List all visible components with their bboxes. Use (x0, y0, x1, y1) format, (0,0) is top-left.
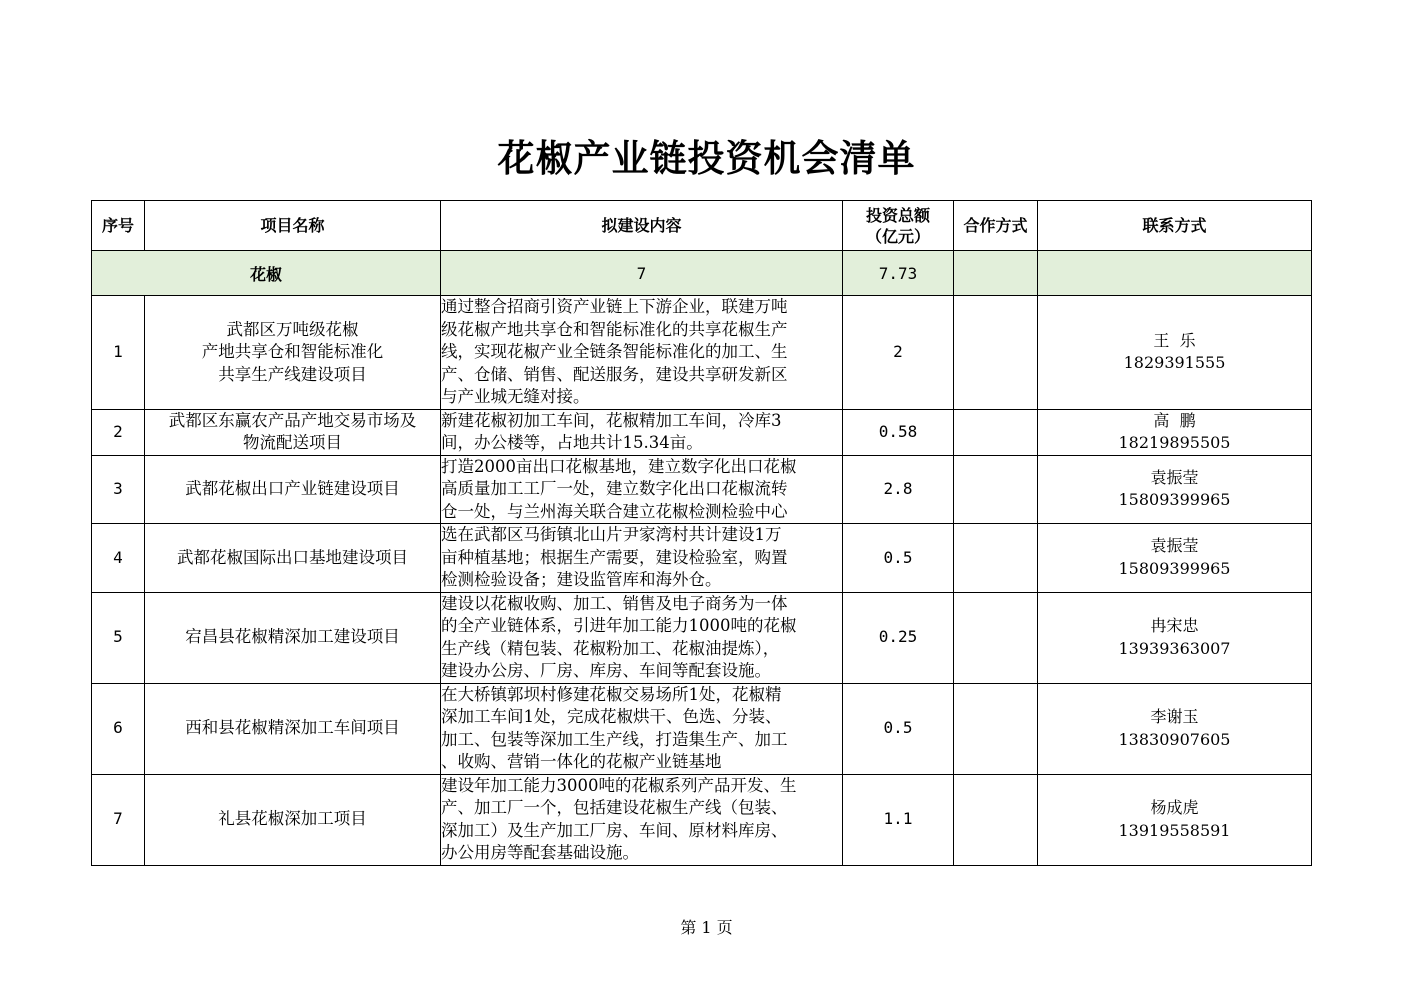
row-cooperation (954, 774, 1038, 865)
row-content (441, 409, 843, 455)
row-content (441, 592, 843, 683)
contact-phone: 18219895505 (1118, 433, 1231, 452)
project-name-line: 西和县花椒精深加工车间项目 (185, 718, 400, 738)
table-row (92, 455, 1312, 524)
content-line: 深加工车间1处，完成花椒烘干、色选、分装、 (441, 707, 782, 726)
project-name-line: 物流配送项目 (243, 433, 342, 452)
row-index: 7 (92, 774, 145, 865)
table-row (92, 296, 1312, 410)
row-index: 1 (92, 296, 145, 410)
table-body (92, 296, 1312, 866)
content-line: 、收购、营销一体化的花椒产业链基地 (441, 752, 722, 771)
header-index: 序号 (92, 201, 145, 251)
row-index: 3 (92, 455, 145, 524)
header-contact: 联系方式 (1038, 201, 1312, 251)
row-project-name (145, 296, 441, 410)
header-amount (843, 201, 954, 251)
row-cooperation (954, 409, 1038, 455)
content-line: 线，实现花椒产业全链条智能标准化的加工、生 (441, 342, 788, 361)
row-content (441, 774, 843, 865)
table-row (92, 524, 1312, 593)
content-line: 选在武都区马街镇北山片尹家湾村共计建设1万 (441, 525, 782, 544)
content-line: 产、加工厂一个，包括建设花椒生产线（包装、 (441, 798, 788, 817)
contact-phone: 15809399965 (1118, 558, 1231, 578)
content-line: 办公用房等配套基础设施。 (441, 843, 639, 862)
page-title: 花椒产业链投资机会清单 (497, 137, 916, 180)
row-content (441, 296, 843, 410)
project-name-line: 宕昌县花椒精深加工建设项目 (185, 627, 400, 647)
row-cooperation (954, 683, 1038, 774)
content-line: 高质量加工工厂一处，建立数字化出口花椒流转 (441, 479, 788, 498)
row-amount: 1.1 (843, 774, 954, 865)
row-content (441, 683, 843, 774)
row-index: 5 (92, 592, 145, 683)
content-line: 建设办公房、厂房、库房、车间等配套设施。 (441, 661, 771, 680)
content-line: 打造2000亩出口花椒基地，建立数字化出口花椒 (441, 456, 797, 476)
header-amount-line1: 投资总额 (865, 205, 930, 225)
page-footer: 第 1 页 (680, 918, 733, 937)
header-row (92, 201, 1312, 251)
content-line: 建设年加工能力3000吨的花椒系列产品开发、生 (441, 775, 797, 795)
row-contact (1038, 455, 1312, 524)
row-contact (1038, 296, 1312, 410)
row-project-name (145, 524, 441, 593)
contact-name: 袁振莹 (1150, 467, 1199, 487)
table-row (92, 409, 1312, 455)
project-name-line: 武都花椒出口产业链建设项目 (185, 479, 400, 498)
contact-name: 冉宋忠 (1150, 616, 1199, 635)
contact-phone: 1829391555 (1123, 353, 1226, 373)
content-line: 建设以花椒收购、加工、销售及电子商务为一体 (441, 593, 788, 613)
row-contact (1038, 524, 1312, 593)
content-line: 级花椒产地共享仓和智能标准化的共享花椒生产 (441, 319, 788, 339)
header-amount-line2: （亿元） (865, 226, 930, 246)
category-contact (1038, 251, 1312, 296)
row-amount: 0.58 (843, 409, 954, 455)
content-line: 新建花椒初加工车间，花椒精加工车间，冷库3 (441, 410, 782, 430)
contact-name: 王 乐 (1153, 330, 1196, 350)
project-name-line: 武都区东赢农产品产地交易市场及 (168, 410, 417, 430)
content-line: 生产线（精包装、花椒粉加工、花椒油提炼）， (441, 638, 780, 658)
row-contact (1038, 774, 1312, 865)
category-total: 7.73 (843, 251, 954, 296)
row-amount: 2.8 (843, 455, 954, 524)
row-index: 4 (92, 524, 145, 593)
row-amount: 2 (843, 296, 954, 410)
contact-name: 杨成虎 (1150, 798, 1199, 817)
contact-name: 李谢玉 (1150, 707, 1199, 726)
category-label: 花椒 (92, 251, 441, 296)
content-line: 亩种植基地；根据生产需要，建设检验室，购置 (441, 547, 788, 567)
row-project-name (145, 683, 441, 774)
row-content (441, 455, 843, 524)
contact-phone: 13919558591 (1118, 820, 1231, 840)
contact-phone: 13830907605 (1118, 729, 1231, 749)
row-content (441, 524, 843, 593)
table-row (92, 683, 1312, 774)
content-line: 产、仓储、销售、配送服务，建设共享研发新区 (441, 364, 788, 384)
project-name-line: 产地共享仓和智能标准化 (201, 342, 384, 361)
content-line: 深加工）及生产加工厂房、车间、原材料库房、 (441, 820, 788, 840)
contact-name: 袁振莹 (1150, 536, 1199, 556)
project-name-line: 礼县花椒深加工项目 (218, 809, 367, 829)
row-project-name (145, 774, 441, 865)
contact-phone: 15809399965 (1118, 490, 1231, 510)
content-line: 在大桥镇郭坝村修建花椒交易场所1处，花椒精 (441, 684, 782, 704)
row-project-name (145, 409, 441, 455)
category-row (92, 251, 1312, 296)
project-name-line: 共享生产线建设项目 (218, 364, 367, 384)
row-amount: 0.5 (843, 683, 954, 774)
row-contact (1038, 683, 1312, 774)
investment-table (91, 200, 1312, 866)
row-contact (1038, 409, 1312, 455)
content-line: 与产业城无缝对接。 (441, 387, 590, 406)
content-line: 的全产业链体系，引进年加工能力1000吨的花椒 (441, 616, 797, 635)
row-index: 6 (92, 683, 145, 774)
content-line: 间，办公楼等，占地共计15.34亩。 (441, 433, 703, 452)
row-index: 2 (92, 409, 145, 455)
table-row (92, 592, 1312, 683)
row-cooperation (954, 296, 1038, 410)
row-cooperation (954, 455, 1038, 524)
category-cooperation (954, 251, 1038, 296)
row-project-name (145, 455, 441, 524)
row-project-name (145, 592, 441, 683)
row-cooperation (954, 592, 1038, 683)
content-line: 加工、包装等深加工生产线，打造集生产、加工 (441, 729, 788, 749)
contact-phone: 13939363007 (1118, 638, 1231, 658)
contact-name: 高 鹏 (1153, 410, 1196, 430)
category-count: 7 (441, 251, 843, 296)
row-contact (1038, 592, 1312, 683)
row-amount: 0.25 (843, 592, 954, 683)
table-row (92, 774, 1312, 865)
row-cooperation (954, 524, 1038, 593)
header-content: 拟建设内容 (441, 201, 843, 251)
project-name-line: 武都区万吨级花椒 (226, 319, 359, 339)
header-cooperation: 合作方式 (954, 201, 1038, 251)
content-line: 通过整合招商引资产业链上下游企业，联建万吨 (441, 297, 788, 316)
project-name-line: 武都花椒国际出口基地建设项目 (177, 547, 408, 567)
content-line: 检测检验设备；建设监管库和海外仓。 (441, 570, 722, 589)
header-name: 项目名称 (145, 201, 441, 251)
row-amount: 0.5 (843, 524, 954, 593)
content-line: 仓一处，与兰州海关联合建立花椒检测检验中心 (441, 501, 788, 521)
